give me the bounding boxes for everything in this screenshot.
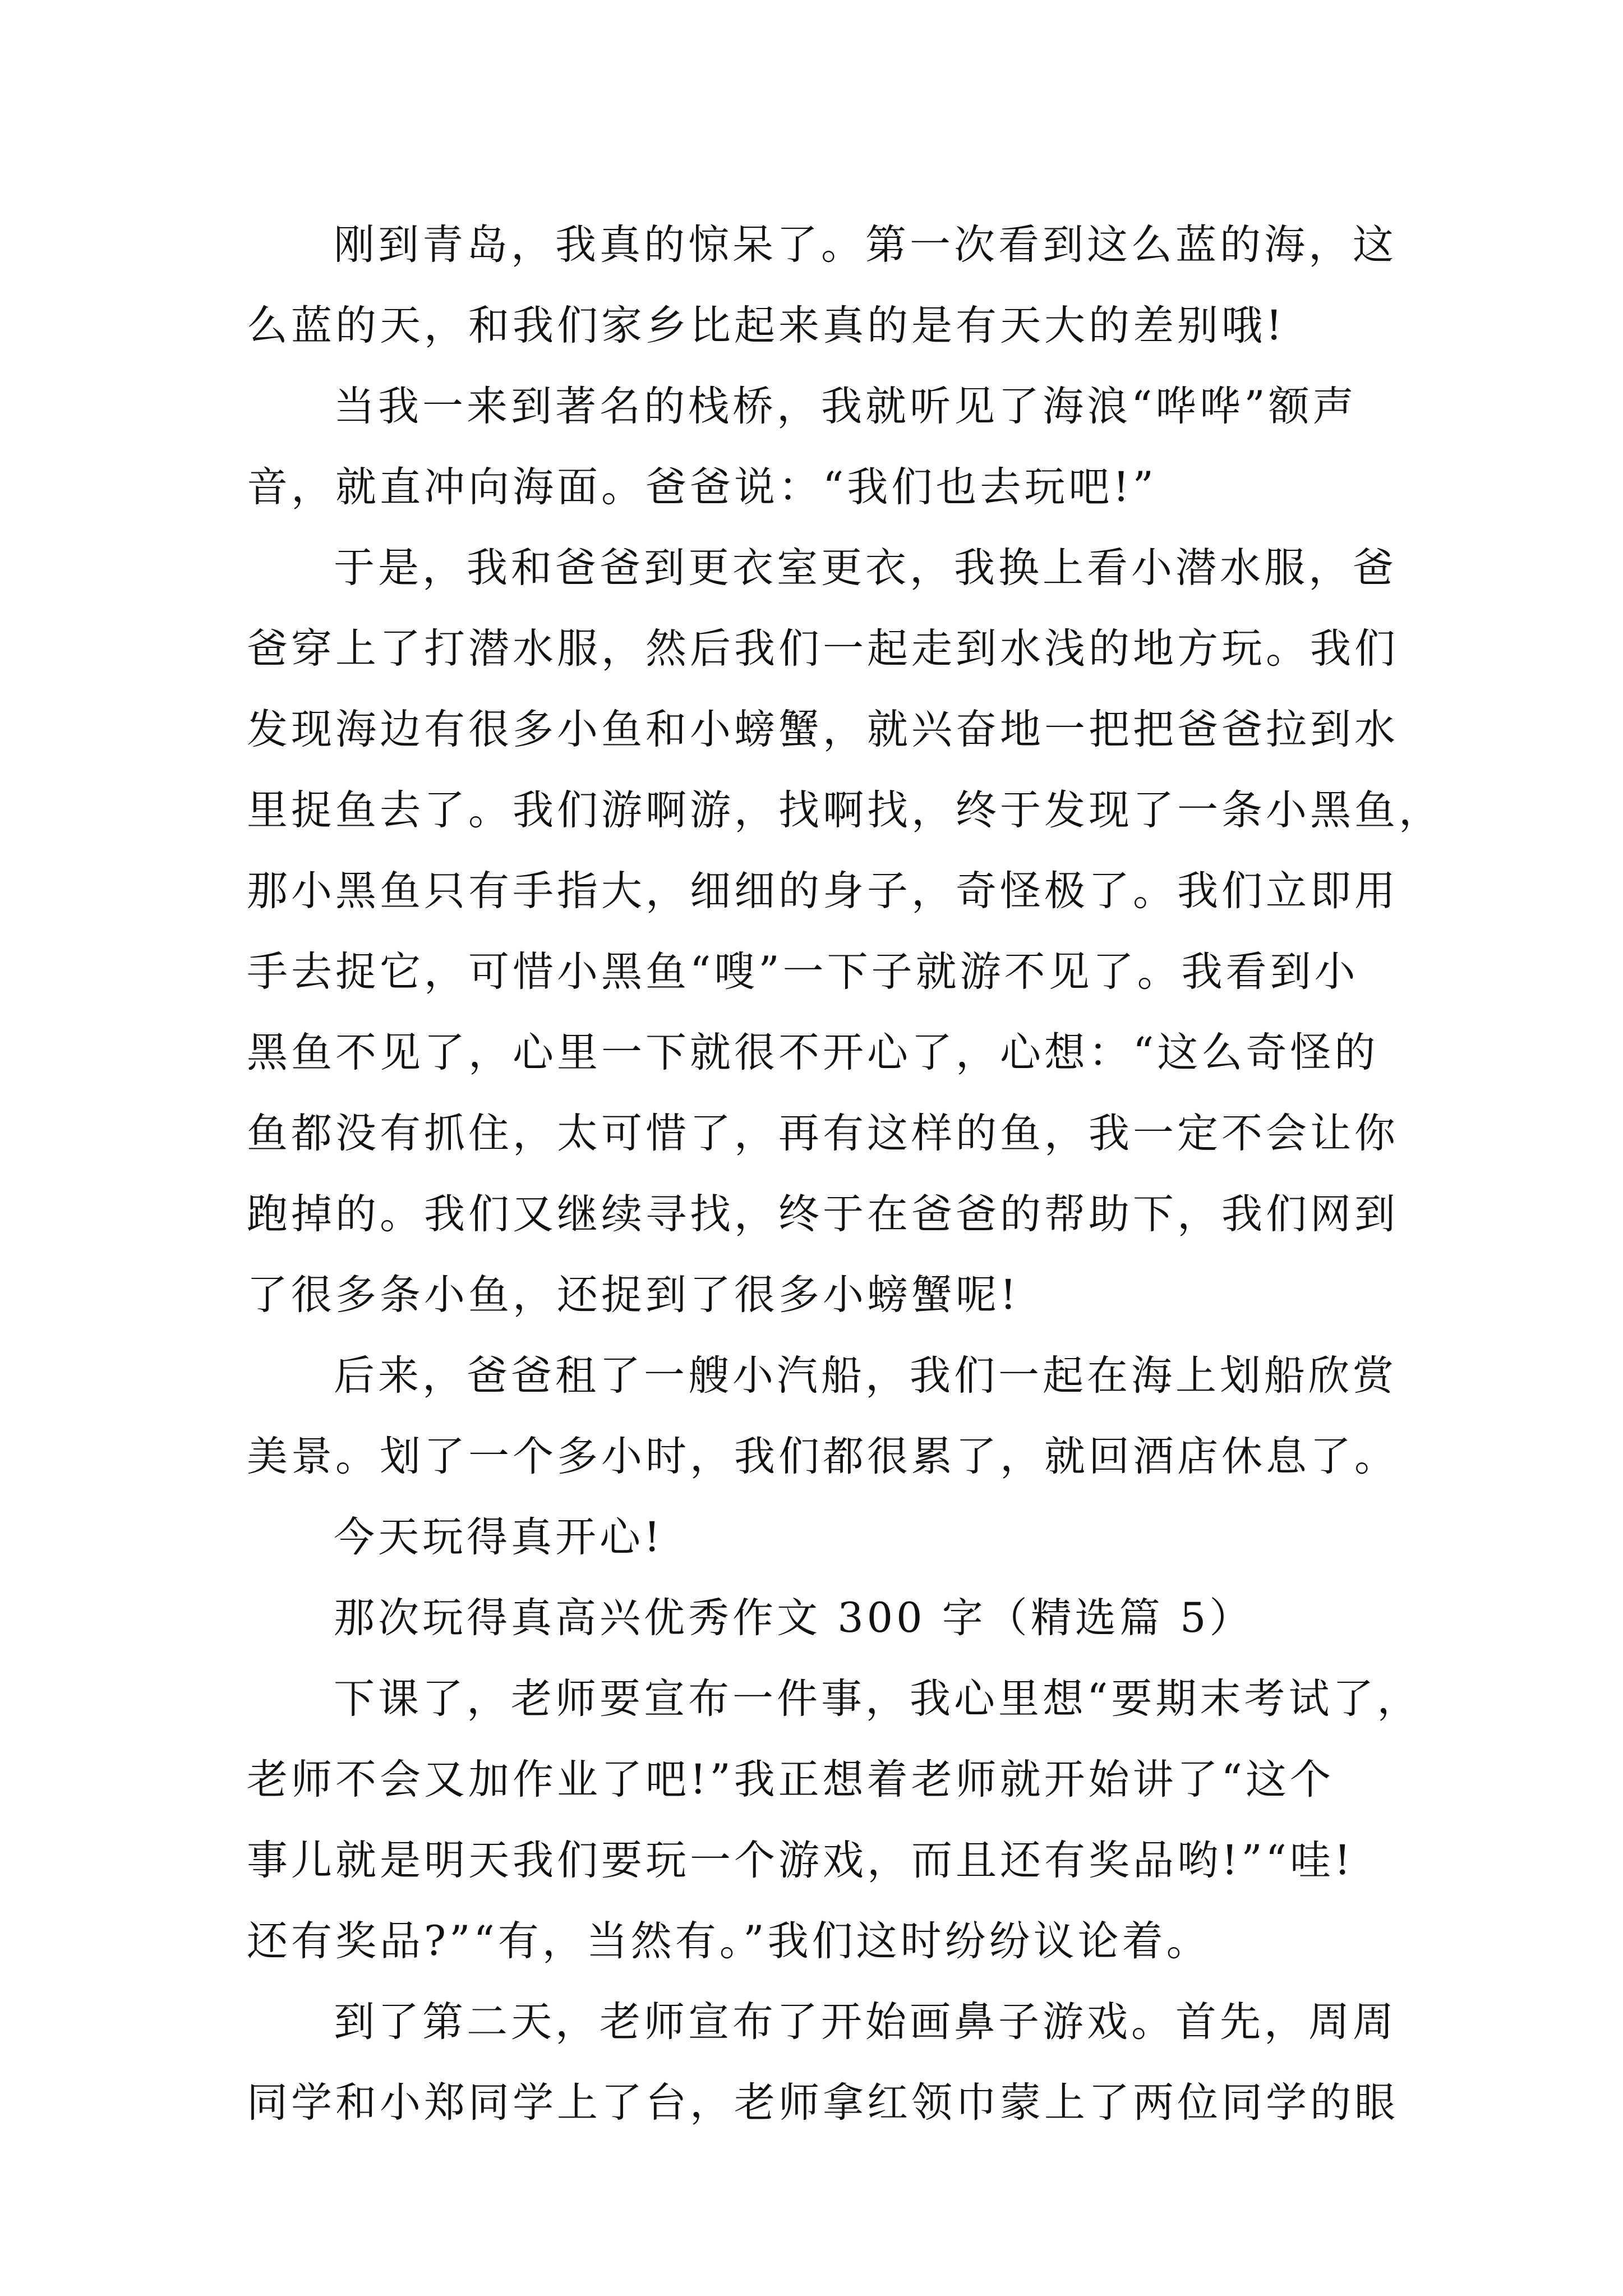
text-line: 里捉鱼去了。我们游啊游，找啊找，终于发现了一条小黑鱼，: [247, 786, 1443, 834]
text-line: 事儿就是明天我们要玩一个游戏，而且还有奖品哟!”“哇!: [247, 1837, 1354, 1884]
text-line: 美景。划了一个多小时，我们都很累了，就回酒店休息了。: [247, 1433, 1399, 1480]
text-line: 黑鱼不见了，心里一下就很不开心了，心想：“这么奇怪的: [247, 1029, 1379, 1076]
text-line: 老师不会又加作业了吧!”我正想着老师就开始讲了“这个: [247, 1756, 1334, 1803]
text-line: 还有奖品?”“有，当然有。”我们这时纷纷议论着。: [247, 1917, 1211, 1965]
text-line: 下课了，老师要宣布一件事，我心里想“要期末考试了，: [334, 1675, 1422, 1723]
text-line: 刚到青岛，我真的惊呆了。第一次看到这么蓝的海，这: [334, 221, 1397, 269]
text-line: 于是，我和爸爸到更衣室更衣，我换上看小潜水服，爸: [334, 544, 1397, 592]
text-line: 后来，爸爸租了一艘小汽船，我们一起在海上划船欣赏: [334, 1352, 1397, 1400]
section-heading: 那次玩得真高兴优秀作文 300 字（精选篇 5）: [334, 1594, 1254, 1642]
text-line: 么蓝的天，和我们家乡比起来真的是有天大的差别哦!: [247, 302, 1286, 349]
text-line: 当我一来到著名的栈桥，我就听见了海浪“哗哗”额声: [334, 383, 1357, 430]
text-line: 手去捉它，可惜小黑鱼“嗖”一下子就游不见了。我看到小: [247, 948, 1359, 996]
text-line: 发现海边有很多小鱼和小螃蟹，就兴奋地一把把爸爸拉到水: [247, 706, 1399, 753]
text-line: 爸穿上了打潜水服，然后我们一起走到水浅的地方玩。我们: [247, 625, 1399, 673]
text-line: 了很多条小鱼，还捉到了很多小螃蟹呢!: [247, 1271, 1020, 1319]
text-line: 音，就直冲向海面。爸爸说：“我们也去玩吧!”: [247, 463, 1157, 511]
text-line: 同学和小郑同学上了台，老师拿红领巾蒙上了两位同学的眼: [247, 2079, 1399, 2127]
text-line: 跑掉的。我们又继续寻找，终于在爸爸的帮助下，我们网到: [247, 1190, 1399, 1238]
essay-body: [247, 205, 1443, 2143]
text-line: 那小黑鱼只有手指大，细细的身子，奇怪极了。我们立即用: [247, 867, 1399, 915]
text-line: 今天玩得真开心!: [334, 1513, 664, 1561]
text-line: 鱼都没有抓住，太可惜了，再有这样的鱼，我一定不会让你: [247, 1110, 1399, 1157]
text-line: 到了第二天，老师宣布了开始画鼻子游戏。首先，周周: [334, 1998, 1397, 2046]
